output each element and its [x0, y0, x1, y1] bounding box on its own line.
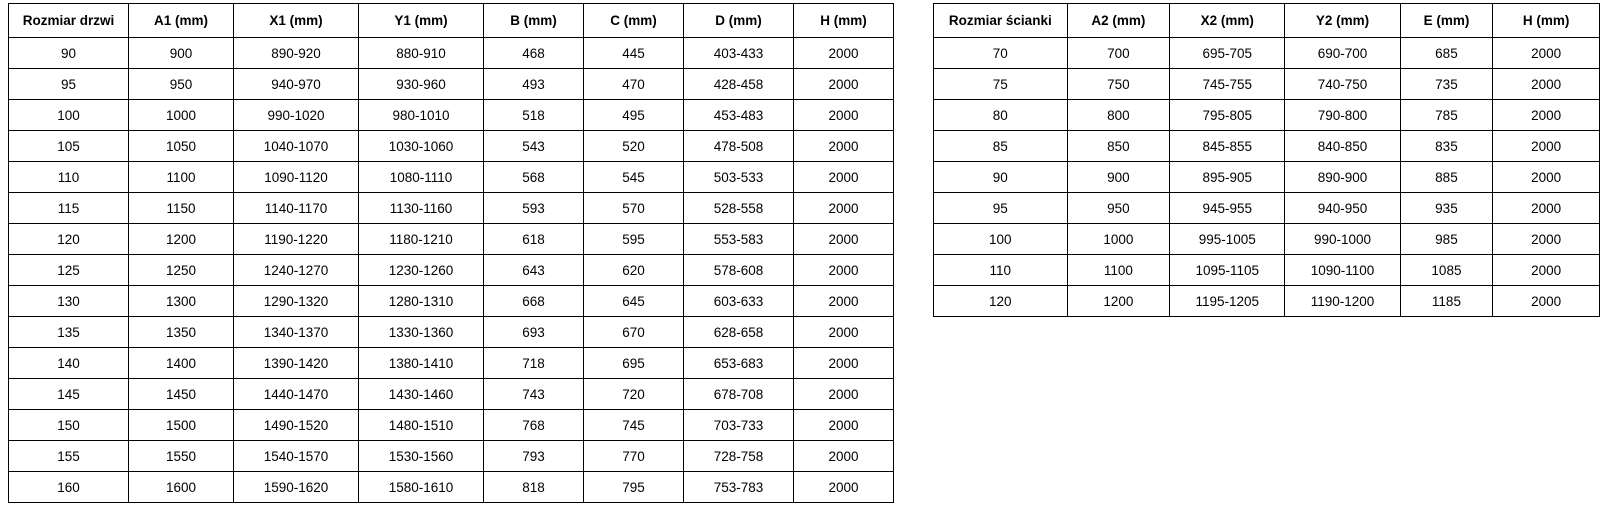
doors-table-cell: 670	[584, 317, 684, 348]
walls-table-cell: 2000	[1493, 131, 1600, 162]
walls-table-cell: 2000	[1493, 162, 1600, 193]
walls-table-cell: 1000	[1067, 224, 1169, 255]
table-row	[934, 100, 1600, 131]
doors-table-cell: 1390-1420	[234, 348, 359, 379]
walls-table-cell: 2000	[1493, 286, 1600, 317]
doors-table-cell: 653-683	[684, 348, 794, 379]
walls-table-cell: 790-800	[1285, 100, 1400, 131]
doors-table-cell: 1330-1360	[359, 317, 484, 348]
walls-table-cell: 1100	[1067, 255, 1169, 286]
walls-dimensions-table-container	[933, 3, 1600, 317]
walls-table-cell: 1190-1200	[1285, 286, 1400, 317]
walls-table-cell: 890-900	[1285, 162, 1400, 193]
walls-dimensions-table	[933, 3, 1600, 317]
doors-table-cell: 593	[484, 193, 584, 224]
walls-table-cell: 80	[934, 100, 1068, 131]
doors-table-cell: 1150	[129, 193, 234, 224]
doors-table-cell: 728-758	[684, 441, 794, 472]
walls-table-cell: 845-855	[1170, 131, 1285, 162]
doors-table-cell: 160	[9, 472, 129, 503]
doors-table-cell: 1090-1120	[234, 162, 359, 193]
table-row	[9, 379, 894, 410]
doors-table-column-header: Rozmiar drzwi	[9, 4, 129, 38]
doors-table-cell: 1050	[129, 131, 234, 162]
doors-table-cell: 105	[9, 131, 129, 162]
walls-table-cell: 895-905	[1170, 162, 1285, 193]
doors-dimensions-table-container	[8, 3, 894, 503]
doors-table-cell: 1440-1470	[234, 379, 359, 410]
doors-table-cell: 1040-1070	[234, 131, 359, 162]
doors-table-cell: 1400	[129, 348, 234, 379]
doors-table-cell: 1240-1270	[234, 255, 359, 286]
doors-table-cell: 668	[484, 286, 584, 317]
doors-table-cell: 643	[484, 255, 584, 286]
doors-table-cell: 2000	[794, 193, 894, 224]
doors-table-cell: 125	[9, 255, 129, 286]
walls-table-cell: 75	[934, 69, 1068, 100]
doors-table-cell: 1280-1310	[359, 286, 484, 317]
table-row	[934, 224, 1600, 255]
walls-table-cell: 90	[934, 162, 1068, 193]
doors-table-cell: 2000	[794, 69, 894, 100]
walls-table-column-header: Rozmiar ścianki	[934, 4, 1068, 38]
doors-table-cell: 1430-1460	[359, 379, 484, 410]
doors-table-cell: 1200	[129, 224, 234, 255]
walls-table-cell: 700	[1067, 38, 1169, 69]
doors-table-cell: 940-970	[234, 69, 359, 100]
table-row	[9, 162, 894, 193]
doors-table-cell: 795	[584, 472, 684, 503]
doors-table-cell: 930-960	[359, 69, 484, 100]
table-row	[934, 38, 1600, 69]
doors-table-cell: 1100	[129, 162, 234, 193]
table-header-row	[9, 4, 894, 38]
walls-table-cell: 100	[934, 224, 1068, 255]
doors-table-cell: 478-508	[684, 131, 794, 162]
walls-table-cell: 885	[1400, 162, 1493, 193]
doors-table-cell: 2000	[794, 317, 894, 348]
doors-table-cell: 470	[584, 69, 684, 100]
walls-table-cell: 690-700	[1285, 38, 1400, 69]
doors-table-cell: 2000	[794, 286, 894, 317]
doors-table-cell: 2000	[794, 38, 894, 69]
walls-table-cell: 840-850	[1285, 131, 1400, 162]
doors-table-column-header: D (mm)	[684, 4, 794, 38]
doors-table-cell: 503-533	[684, 162, 794, 193]
doors-table-cell: 1490-1520	[234, 410, 359, 441]
doors-table-cell: 2000	[794, 472, 894, 503]
doors-table-cell: 1190-1220	[234, 224, 359, 255]
doors-table-cell: 1080-1110	[359, 162, 484, 193]
doors-table-cell: 628-658	[684, 317, 794, 348]
walls-table-cell: 850	[1067, 131, 1169, 162]
doors-table-cell: 520	[584, 131, 684, 162]
table-row	[934, 162, 1600, 193]
table-row	[9, 131, 894, 162]
walls-table-cell: 750	[1067, 69, 1169, 100]
doors-table-cell: 2000	[794, 379, 894, 410]
walls-table-cell: 995-1005	[1170, 224, 1285, 255]
doors-table-cell: 553-583	[684, 224, 794, 255]
doors-table-cell: 110	[9, 162, 129, 193]
table-row	[934, 193, 1600, 224]
doors-table-cell: 695	[584, 348, 684, 379]
doors-table-cell: 603-633	[684, 286, 794, 317]
doors-table-cell: 770	[584, 441, 684, 472]
doors-table-cell: 578-608	[684, 255, 794, 286]
walls-table-column-header: H (mm)	[1493, 4, 1600, 38]
doors-table-cell: 2000	[794, 224, 894, 255]
walls-table-cell: 2000	[1493, 224, 1600, 255]
table-row	[934, 286, 1600, 317]
doors-table-cell: 880-910	[359, 38, 484, 69]
doors-table-cell: 890-920	[234, 38, 359, 69]
table-row	[934, 131, 1600, 162]
doors-table-cell: 2000	[794, 441, 894, 472]
doors-table-cell: 950	[129, 69, 234, 100]
walls-table-column-header: A2 (mm)	[1067, 4, 1169, 38]
doors-table-cell: 645	[584, 286, 684, 317]
doors-table-cell: 990-1020	[234, 100, 359, 131]
doors-table-cell: 568	[484, 162, 584, 193]
doors-table-cell: 1550	[129, 441, 234, 472]
walls-table-cell: 685	[1400, 38, 1493, 69]
table-row	[9, 224, 894, 255]
table-header-row	[934, 4, 1600, 38]
table-row	[9, 193, 894, 224]
walls-table-cell: 2000	[1493, 255, 1600, 286]
doors-table-cell: 1380-1410	[359, 348, 484, 379]
walls-table-cell: 110	[934, 255, 1068, 286]
table-row	[9, 286, 894, 317]
doors-table-cell: 543	[484, 131, 584, 162]
walls-table-cell: 2000	[1493, 69, 1600, 100]
doors-table-column-header: A1 (mm)	[129, 4, 234, 38]
walls-table-cell: 85	[934, 131, 1068, 162]
doors-table-cell: 620	[584, 255, 684, 286]
walls-table-cell: 935	[1400, 193, 1493, 224]
table-row	[9, 348, 894, 379]
doors-table-cell: 120	[9, 224, 129, 255]
walls-table-cell: 1095-1105	[1170, 255, 1285, 286]
doors-table-cell: 2000	[794, 255, 894, 286]
doors-table-cell: 1480-1510	[359, 410, 484, 441]
table-row	[9, 441, 894, 472]
doors-table-cell: 90	[9, 38, 129, 69]
doors-table-cell: 900	[129, 38, 234, 69]
doors-table-cell: 595	[584, 224, 684, 255]
doors-table-cell: 495	[584, 100, 684, 131]
doors-table-column-header: B (mm)	[484, 4, 584, 38]
doors-table-cell: 1250	[129, 255, 234, 286]
doors-table-cell: 1180-1210	[359, 224, 484, 255]
doors-table-cell: 1140-1170	[234, 193, 359, 224]
doors-table-cell: 403-433	[684, 38, 794, 69]
table-row	[9, 472, 894, 503]
doors-table-cell: 2000	[794, 131, 894, 162]
walls-table-column-header: E (mm)	[1400, 4, 1493, 38]
walls-table-cell: 2000	[1493, 193, 1600, 224]
doors-table-cell: 493	[484, 69, 584, 100]
doors-table-cell: 1000	[129, 100, 234, 131]
walls-table-cell: 695-705	[1170, 38, 1285, 69]
doors-table-cell: 693	[484, 317, 584, 348]
doors-table-cell: 768	[484, 410, 584, 441]
walls-table-cell: 120	[934, 286, 1068, 317]
doors-table-cell: 1580-1610	[359, 472, 484, 503]
doors-table-cell: 2000	[794, 410, 894, 441]
walls-table-cell: 1200	[1067, 286, 1169, 317]
doors-table-cell: 793	[484, 441, 584, 472]
walls-table-cell: 795-805	[1170, 100, 1285, 131]
doors-table-cell: 518	[484, 100, 584, 131]
doors-table-cell: 2000	[794, 348, 894, 379]
doors-table-cell: 95	[9, 69, 129, 100]
doors-table-cell: 1350	[129, 317, 234, 348]
doors-table-column-header: X1 (mm)	[234, 4, 359, 38]
walls-table-cell: 800	[1067, 100, 1169, 131]
doors-table-cell: 130	[9, 286, 129, 317]
walls-table-cell: 940-950	[1285, 193, 1400, 224]
doors-table-cell: 1590-1620	[234, 472, 359, 503]
doors-table-column-header: Y1 (mm)	[359, 4, 484, 38]
doors-table-cell: 428-458	[684, 69, 794, 100]
doors-table-cell: 678-708	[684, 379, 794, 410]
doors-dimensions-table	[8, 3, 894, 503]
table-row	[9, 69, 894, 100]
doors-table-cell: 115	[9, 193, 129, 224]
doors-table-cell: 545	[584, 162, 684, 193]
walls-table-cell: 990-1000	[1285, 224, 1400, 255]
walls-table-cell: 735	[1400, 69, 1493, 100]
doors-table-cell: 140	[9, 348, 129, 379]
walls-table-body	[934, 38, 1600, 317]
doors-table-cell: 145	[9, 379, 129, 410]
doors-table-cell: 618	[484, 224, 584, 255]
doors-table-cell: 1500	[129, 410, 234, 441]
walls-table-cell: 1195-1205	[1170, 286, 1285, 317]
walls-table-cell: 985	[1400, 224, 1493, 255]
doors-table-cell: 453-483	[684, 100, 794, 131]
doors-table-cell: 1130-1160	[359, 193, 484, 224]
walls-table-cell: 945-955	[1170, 193, 1285, 224]
walls-table-cell: 2000	[1493, 38, 1600, 69]
doors-table-cell: 135	[9, 317, 129, 348]
doors-table-cell: 570	[584, 193, 684, 224]
doors-table-cell: 1530-1560	[359, 441, 484, 472]
table-row	[9, 100, 894, 131]
doors-table-cell: 1230-1260	[359, 255, 484, 286]
doors-table-cell: 2000	[794, 100, 894, 131]
doors-table-cell: 1340-1370	[234, 317, 359, 348]
doors-table-column-header: C (mm)	[584, 4, 684, 38]
table-row	[9, 317, 894, 348]
walls-table-cell: 2000	[1493, 100, 1600, 131]
doors-table-cell: 445	[584, 38, 684, 69]
doors-table-body	[9, 38, 894, 503]
doors-table-cell: 720	[584, 379, 684, 410]
walls-table-cell: 740-750	[1285, 69, 1400, 100]
walls-table-column-header: X2 (mm)	[1170, 4, 1285, 38]
doors-table-head	[9, 4, 894, 38]
table-row	[934, 69, 1600, 100]
doors-table-cell: 818	[484, 472, 584, 503]
doors-table-cell: 1300	[129, 286, 234, 317]
walls-table-cell: 1090-1100	[1285, 255, 1400, 286]
table-row	[934, 255, 1600, 286]
doors-table-cell: 1540-1570	[234, 441, 359, 472]
walls-table-cell: 745-755	[1170, 69, 1285, 100]
doors-table-cell: 1030-1060	[359, 131, 484, 162]
doors-table-cell: 1450	[129, 379, 234, 410]
walls-table-head	[934, 4, 1600, 38]
doors-table-cell: 745	[584, 410, 684, 441]
walls-table-cell: 1085	[1400, 255, 1493, 286]
doors-table-cell: 980-1010	[359, 100, 484, 131]
walls-table-cell: 95	[934, 193, 1068, 224]
walls-table-cell: 835	[1400, 131, 1493, 162]
walls-table-cell: 950	[1067, 193, 1169, 224]
doors-table-cell: 703-733	[684, 410, 794, 441]
table-row	[9, 410, 894, 441]
doors-table-cell: 743	[484, 379, 584, 410]
doors-table-cell: 1290-1320	[234, 286, 359, 317]
doors-table-cell: 528-558	[684, 193, 794, 224]
walls-table-cell: 1185	[1400, 286, 1493, 317]
doors-table-cell: 100	[9, 100, 129, 131]
doors-table-cell: 155	[9, 441, 129, 472]
doors-table-cell: 1600	[129, 472, 234, 503]
table-row	[9, 255, 894, 286]
doors-table-column-header: H (mm)	[794, 4, 894, 38]
walls-table-cell: 785	[1400, 100, 1493, 131]
doors-table-cell: 753-783	[684, 472, 794, 503]
doors-table-cell: 150	[9, 410, 129, 441]
doors-table-cell: 718	[484, 348, 584, 379]
walls-table-column-header: Y2 (mm)	[1285, 4, 1400, 38]
doors-table-cell: 468	[484, 38, 584, 69]
doors-table-cell: 2000	[794, 162, 894, 193]
table-row	[9, 38, 894, 69]
walls-table-cell: 70	[934, 38, 1068, 69]
walls-table-cell: 900	[1067, 162, 1169, 193]
